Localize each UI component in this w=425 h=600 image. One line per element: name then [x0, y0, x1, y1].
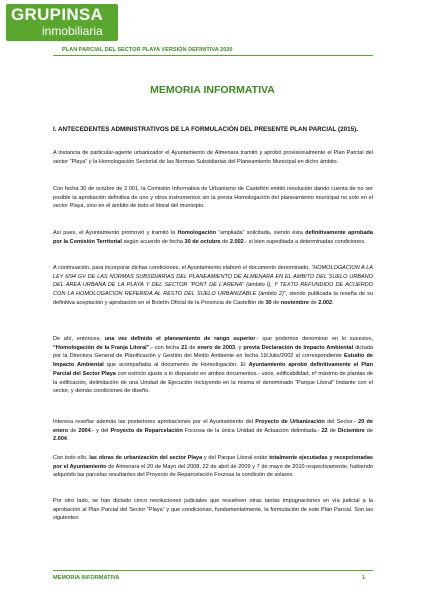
paragraph-1	[53, 149, 373, 166]
text-run: dictada por la Directora General de Planificación y Gestión del Medio Ambiente en fecha 19/Julio/2002 al correspondiente	[53, 344, 373, 360]
text-run: las obras de urbanización del sector Playa	[89, 455, 203, 461]
text-run: Interesa reseñar además las posteriores aprobaciones por el Ayuntamiento del	[53, 419, 256, 425]
text-run: Estudio de Impacto Ambiental	[53, 353, 373, 369]
text-run: con estricto ajuste a lo dispuesto en ambos documentos.- usos, edificabilidad, nº máximo de plantas de la edificación, delimitación de una Unidad de Ejecución incluyendo en la misma el denominado “Parque Litoral” lindante con el sector, y demás condiciones de diseño.	[53, 370, 374, 395]
text-run: definitivamente aprobada por la Comisión Territorial	[53, 230, 374, 245]
header-divider	[53, 55, 373, 56]
text-run: 22	[321, 427, 328, 434]
text-run: “HOMOLOGACION A LA LEY 6/94 GV DE LAS NORMAS SUBSIDIARIAS DEL PLANEAMIENTO DE ALMENARA EN EL AMBITO DEL SUELO URBANO DEL AREA URBANA DE LA PLAYA Y DEL SECTOR “PONT DE L’ARENA” (ámbito I), Y TEXTO REFUNDIDO DE ACUERDO CON LA HOMOLOGACION REFERIDA AL RESTO DEL SUELO URBANIZABLE (ámbito 2)”	[53, 265, 373, 298]
footer-section-name: MEMORIA INFORMATIVA	[53, 575, 120, 581]
text-run: de	[220, 238, 230, 245]
paragraph-3	[53, 229, 373, 246]
logo-wordmark: GRUPINSA	[11, 5, 104, 24]
footer-divider	[53, 570, 373, 571]
text-run: de	[187, 344, 198, 351]
text-run: Con fecha 30 de octubre de 2.001, la Comisión Informativa de Urbanismo de Castellón emitió resolución dando cuenta de no ser posible la aprobación definitiva de uno y otros instrumentos sin la previa Homologación del planeamiento municipal no solo en el sector Playa, sino en el ámbito de todo el litoral del municipio.	[53, 186, 373, 210]
text-run: del Sector.-	[324, 419, 359, 425]
text-run: de	[364, 427, 373, 434]
text-run: una vez definido el planeamiento de rango superior	[104, 336, 256, 342]
text-run: de	[327, 427, 338, 434]
text-run: noviembre	[280, 299, 309, 306]
text-run: , y	[235, 344, 244, 351]
text-run: de	[308, 299, 319, 306]
paragraph-8	[53, 497, 373, 523]
text-run: .	[332, 299, 334, 306]
page-number: 1	[362, 575, 366, 581]
text-run: 2004	[78, 427, 91, 434]
text-run: “Homologación de la Franja Litoral”	[53, 344, 150, 351]
text-run: de Almenara el 20 de Mayo del 2008, 22 de abril de 2009 y 7 de mayo de 2010 respectivamente, habiendo adquirido las parcelas resultantes del Proyecto de Reparcelación Forzosa la condición de solares.	[53, 463, 374, 479]
text-run: .- si bien supeditada a determinadas condiciones.	[243, 238, 366, 245]
text-run: que acompañaba al documento de Homologación. El	[103, 362, 249, 369]
paragraph-2	[53, 185, 373, 211]
text-run: enero de 2003	[197, 344, 236, 351]
text-run: , siendo publicada la reseña de su definitiva aceptación y aprobación en el Boletín Oficial de la Provincia de Castellón de	[53, 291, 373, 306]
text-run: Por otro lado, se han dictado cinco resoluciones judiciales que resuelven otras tantas impugnaciones en vía judicial a la aprobación al Plan Parcial del Sector “Playa” y que condicionan, fundamentalmente, la formulación de este Plan Parcial. Son las siguientes:	[53, 498, 373, 522]
text-run: 21	[181, 344, 188, 351]
text-run: .- y del	[90, 427, 111, 434]
logo-subtitle: inmobiliaria	[42, 24, 103, 38]
paragraph-5	[53, 335, 373, 396]
text-run: según acuerdo de fecha	[121, 238, 185, 245]
text-run: 20 de enero	[53, 419, 374, 434]
text-run: de	[271, 299, 281, 306]
paragraph-4	[53, 264, 373, 308]
text-run: 30	[265, 299, 272, 306]
text-run: 30 de octubre	[184, 238, 221, 245]
paragraph-7	[53, 454, 373, 480]
text-run: 2.002	[229, 238, 244, 245]
text-run: A continuación, para incorporar dichas condiciones, el Ayuntamiento elaboró el documento denominado,	[53, 265, 312, 271]
text-run: Homologación	[177, 230, 216, 236]
text-run: .- que podemos denominar en lo sucesivo,	[255, 336, 374, 342]
text-run: Proyecto de Reparcelación	[110, 427, 183, 434]
text-run: 2.004	[53, 436, 67, 443]
text-run: Ayuntamiento aprobó definitivamente el Plan Parcial del Sector Playa	[53, 362, 373, 377]
text-run: Diciembre	[337, 427, 365, 434]
text-run: Así pues, el Ayuntamiento promovió y tramitó la	[53, 230, 178, 236]
section-heading: I. ANTECEDENTES ADMINISTRATIVOS DE LA FORMULACIÓN DEL PRESENTE PLAN PARCIAL (2015).	[53, 126, 358, 133]
text-run: 2.002	[318, 299, 333, 306]
text-run: De ahí, entonces,	[53, 336, 105, 342]
text-run: y del Parque Litoral están	[202, 455, 270, 461]
text-run: de	[68, 427, 79, 434]
text-run: .	[66, 436, 69, 443]
paragraph-6	[53, 418, 373, 444]
text-run: totalmente ejecutadas y recepcionadas por el Ayuntamiento	[53, 455, 373, 470]
text-run: A instancia de particular-agente urbanizador el Ayuntamiento de Almenara tramitó y aprobó provisionalmente el Plan Parcial del sector “Playa” y la Homologación Sectorial de las Normas Subsidiarias del Planeamiento Municipal en dicho ámbito.	[53, 150, 373, 165]
text-run: Con todo ello,	[53, 455, 90, 461]
text-run: .- con fecha	[149, 344, 182, 351]
grupinsa-logo	[6, 4, 118, 41]
text-run: “ampliada” solicitada, siendo ésta	[216, 230, 306, 236]
page-title: MEMORIA INFORMATIVA	[150, 84, 275, 96]
document-header: PLAN PARCIAL DEL SECTOR PLAYA VERSIÓN DEFINITIVA 2020	[62, 47, 233, 53]
text-run: Forzosa de la única Unidad de Actuación delimitada.-	[182, 427, 322, 434]
text-run: previa Declaración de Impacto Ambiental	[243, 344, 354, 351]
text-run: Proyecto de Urbanización	[255, 419, 325, 425]
